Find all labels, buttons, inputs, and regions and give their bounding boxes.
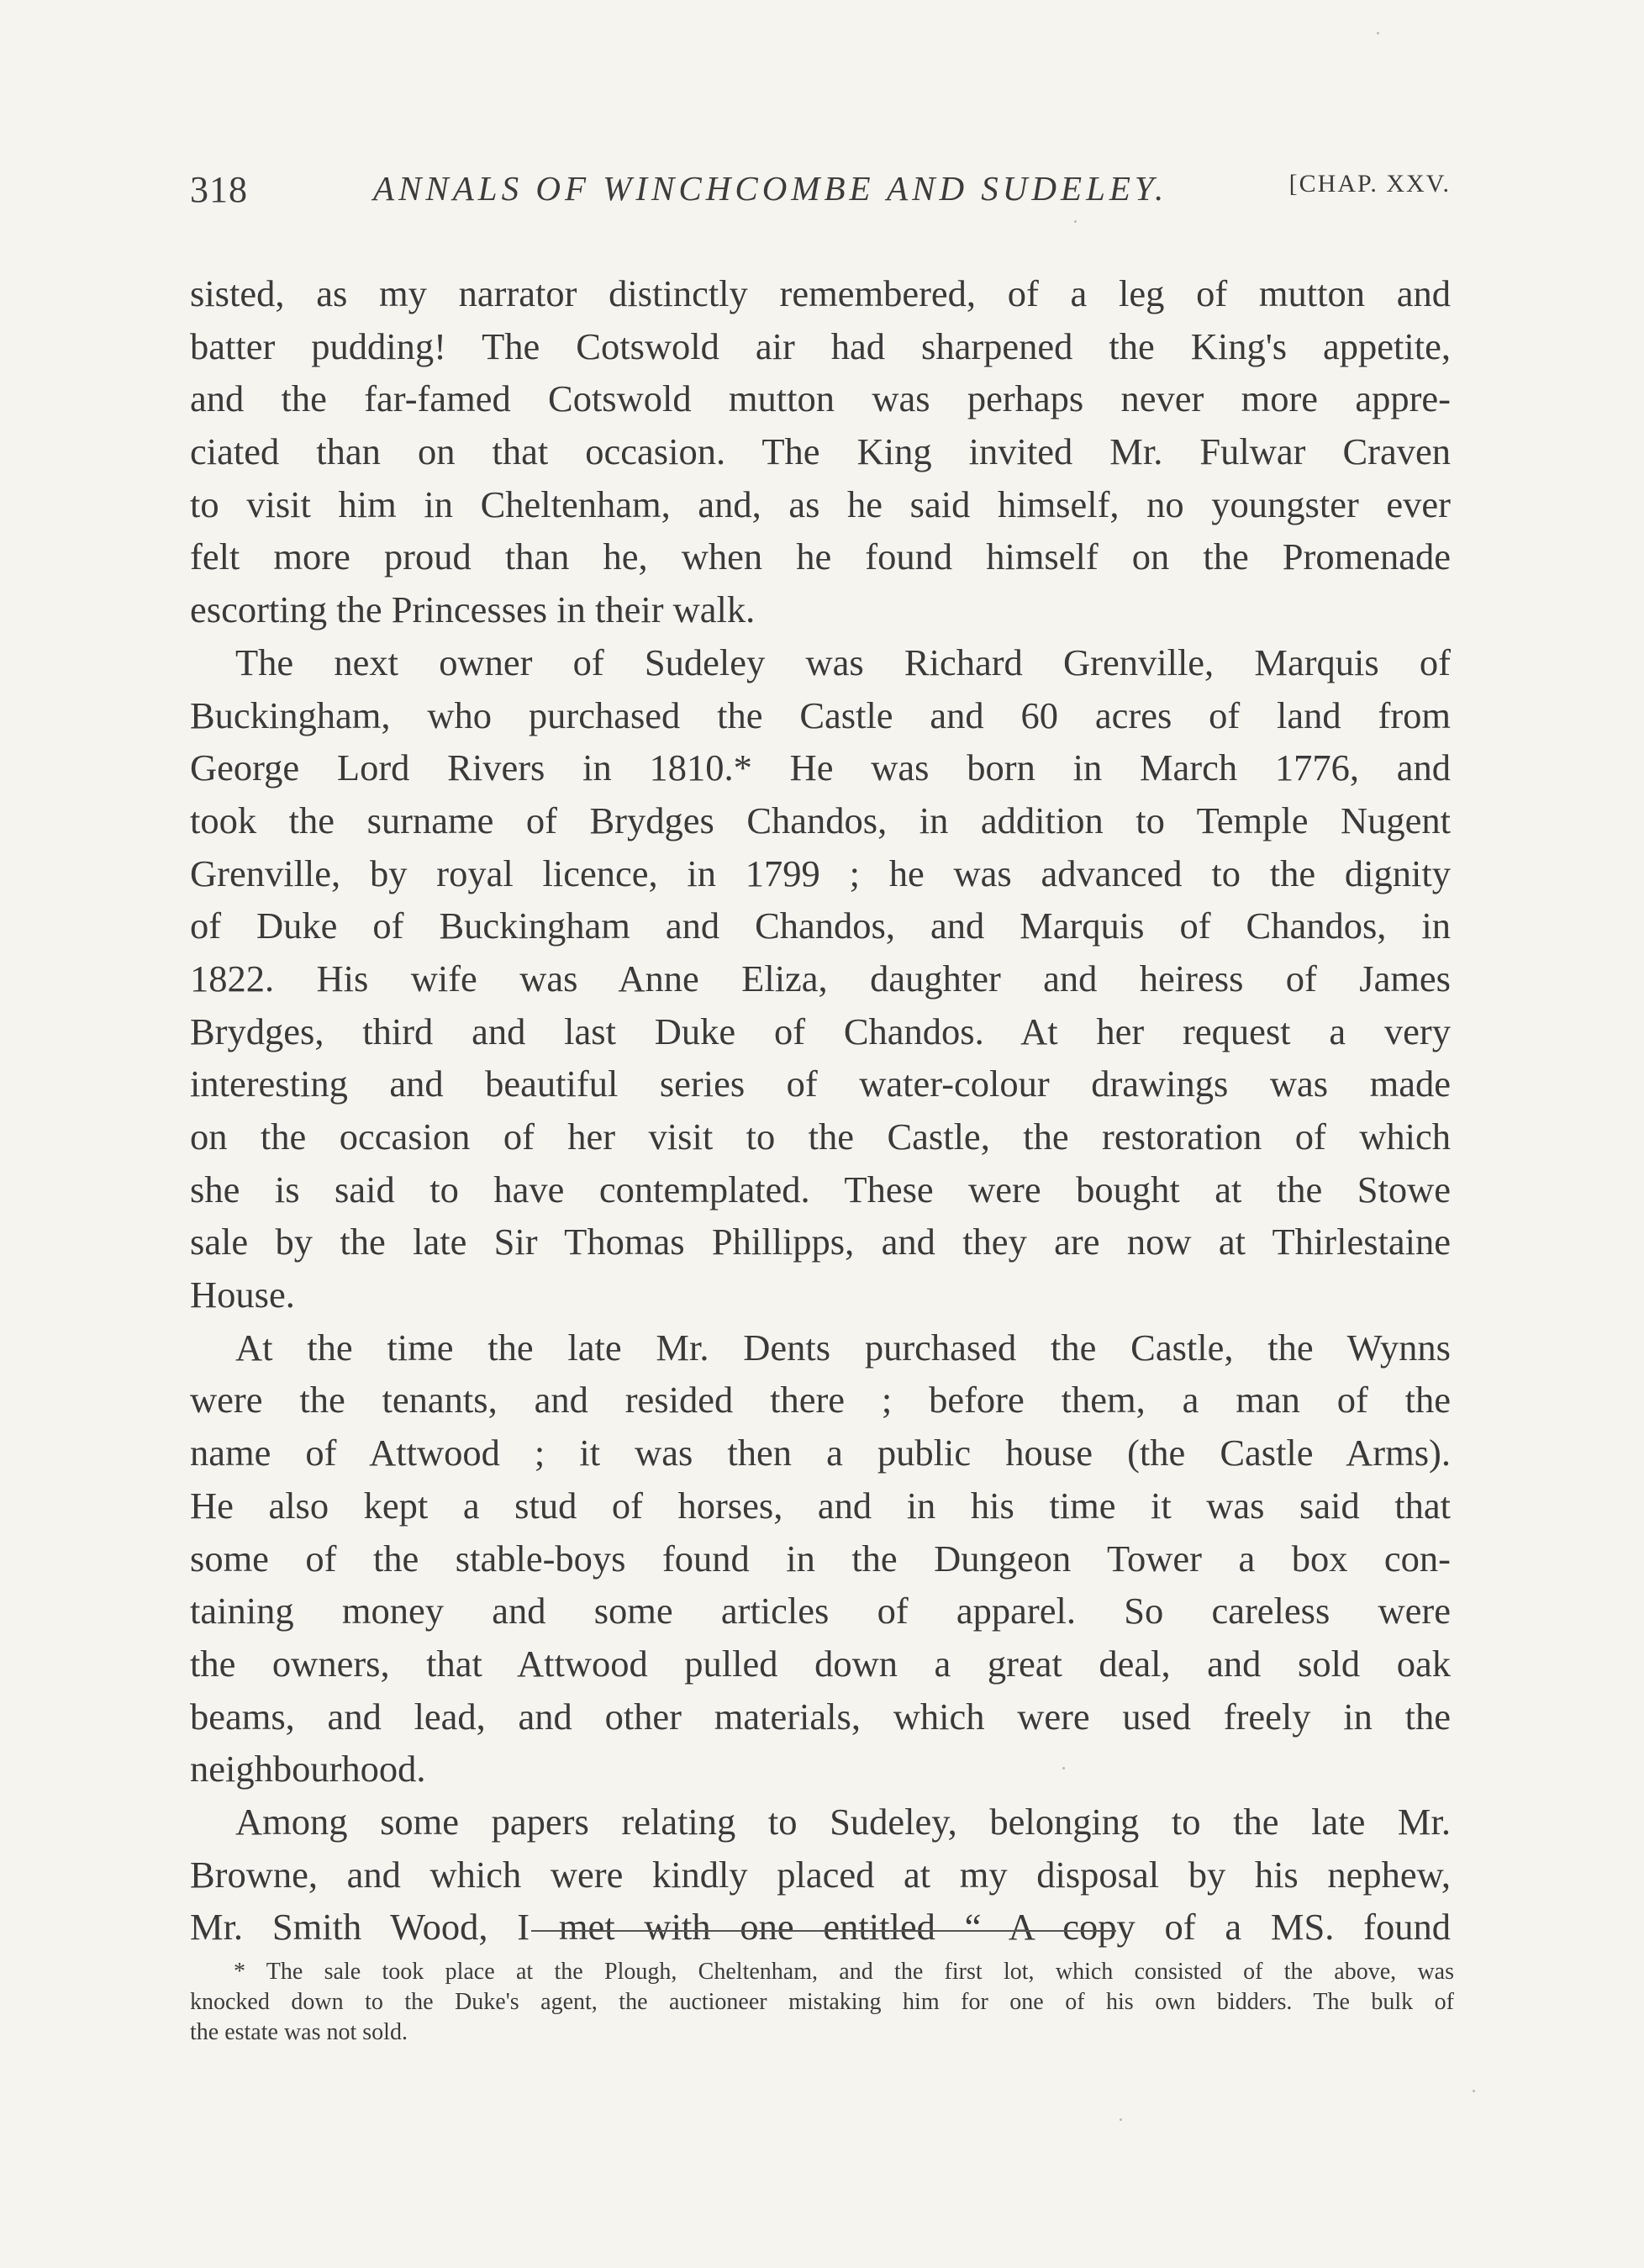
text-line: beams, and lead, and other materials, which were used freely in the <box>190 1695 1451 1738</box>
paragraph <box>190 1321 1451 1796</box>
text-line: were the tenants, and resided there ; before them, a man of the <box>190 1379 1451 1421</box>
text-line: some of the stable-boys found in the Dungeon Tower a box con- <box>190 1537 1451 1580</box>
footnote-line: knocked down to the Duke's agent, the auctioneer mistaking him for one of his own bidders. The bulk of <box>190 1989 1454 2015</box>
text-line: took the surname of Brydges Chandos, in addition to Temple Nugent <box>190 799 1451 841</box>
text-line: Browne, and which were kindly placed at my disposal by his nephew, <box>190 1853 1451 1896</box>
chapter-label: [CHAP. XXV. <box>1288 170 1451 198</box>
footnote-line: * The sale took place at the Plough, Cheltenham, and the first lot, which consisted of the above, was <box>234 1959 1454 1985</box>
text-line: The next owner of Sudeley was Richard Grenville, Marquis of <box>235 641 1451 683</box>
text-line: ciated than on that occasion. The King invited Mr. Fulwar Craven <box>190 430 1451 473</box>
page-number: 318 <box>190 169 248 210</box>
text-line: on the occasion of her visit to the Castle, the restoration of which <box>190 1116 1451 1158</box>
running-title: ANNALS OF WINCHCOMBE AND SUDELEY. <box>373 169 1168 208</box>
text-line: sisted, as my narrator distinctly remembered, of a leg of mutton and <box>190 272 1451 314</box>
text-line: felt more proud than he, when he found himself on the Promenade <box>190 535 1451 578</box>
text-line: He also kept a stud of horses, and in his time it was said that <box>190 1484 1451 1527</box>
scan-speck <box>1074 220 1077 223</box>
text-line: to visit him in Cheltenham, and, as he said himself, no youngster ever <box>190 483 1451 525</box>
footnote <box>190 1957 1454 2048</box>
text-line: Mr. Smith Wood, I met with one entitled “ A copy of a MS. found <box>190 1906 1451 1949</box>
text-line: At the time the late Mr. Dents purchased the Castle, the Wynns <box>235 1326 1451 1369</box>
running-header <box>190 168 1451 219</box>
text-line: Buckingham, who purchased the Castle and 60 acres of land from <box>190 694 1451 736</box>
text-line: neighbourhood. <box>190 1748 426 1791</box>
text-line: interesting and beautiful series of water-colour drawings was made <box>190 1063 1451 1105</box>
text-line: Brydges, third and last Duke of Chandos. At her request a very <box>190 1010 1451 1052</box>
text-line: and the far-famed Cotswold mutton was perhaps never more appre- <box>190 377 1451 420</box>
text-line: House. <box>190 1274 295 1316</box>
text-line: Grenville, by royal licence, in 1799 ; he was advanced to the dignity <box>190 852 1451 894</box>
text-line: she is said to have contemplated. These were bought at the Stowe <box>190 1168 1451 1210</box>
text-line: the owners, that Attwood pulled down a great deal, and sold oak <box>190 1642 1451 1685</box>
scan-speck <box>1062 1767 1065 1770</box>
text-line: sale by the late Sir Thomas Phillipps, and they are now at Thirlestaine <box>190 1221 1451 1263</box>
paragraph <box>190 636 1451 1321</box>
text-line: 1822. His wife was Anne Eliza, daughter and heiress of James <box>190 957 1451 1000</box>
footnote-line: the estate was not sold. <box>190 2019 408 2045</box>
scan-speck <box>1120 2118 1122 2121</box>
body-text <box>190 267 1451 1954</box>
text-line: batter pudding! The Cotswold air had sharpened the King's appetite, <box>190 324 1451 367</box>
paragraph <box>190 267 1451 636</box>
text-line: George Lord Rivers in 1810.* He was born in March 1776, and <box>190 746 1451 789</box>
scan-speck <box>1377 32 1379 34</box>
text-line: name of Attwood ; it was then a public house (the Castle Arms). <box>190 1432 1451 1474</box>
footnote-divider <box>531 1930 1116 1932</box>
scan-speck <box>1473 2090 1475 2092</box>
text-line: of Duke of Buckingham and Chandos, and Marquis of Chandos, in <box>190 905 1451 947</box>
text-line: escorting the Princesses in their walk. <box>190 588 756 631</box>
text-line: Among some papers relating to Sudeley, belonging to the late Mr. <box>235 1800 1451 1843</box>
text-line: taining money and some articles of apparel. So careless were <box>190 1590 1451 1632</box>
